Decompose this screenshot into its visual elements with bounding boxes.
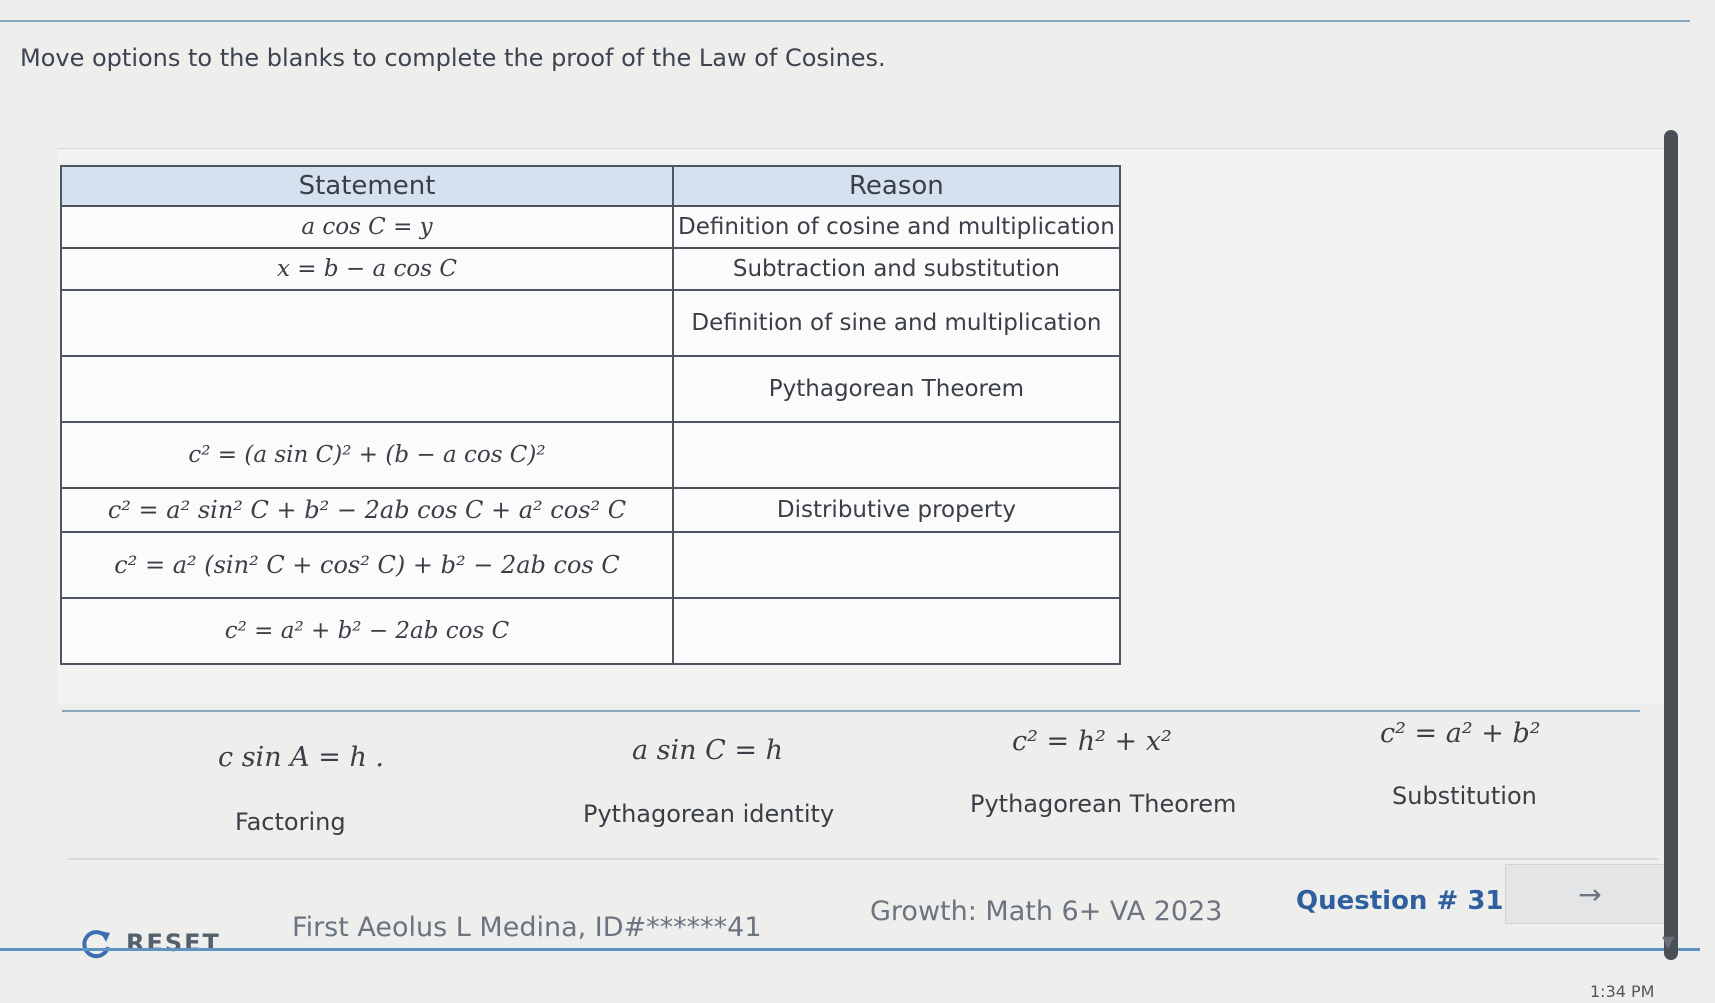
reason-blank[interactable] [673, 422, 1120, 488]
table-row [61, 532, 1120, 598]
course-name: Growth: Math 6+ VA 2023 [870, 896, 1223, 927]
option-c2-a2-b2[interactable]: c² = a² + b² [1380, 718, 1541, 749]
option-pythagorean-identity[interactable]: Pythagorean identity [583, 800, 835, 828]
reason-blank[interactable] [673, 532, 1120, 598]
option-factoring[interactable]: Factoring [235, 808, 346, 836]
arrow-right-icon: → [1578, 877, 1602, 911]
statement-cell: c² = a² (sin² C + cos² C) + b² − 2ab cos C [61, 532, 673, 598]
statement-header: Statement [61, 166, 673, 206]
table-row [61, 598, 1120, 664]
statement-blank[interactable] [61, 356, 673, 422]
option-c-sin-a[interactable]: c sin A = h . [218, 742, 385, 773]
scroll-down-icon[interactable]: ▼ [1662, 932, 1675, 951]
table-row [61, 206, 1120, 248]
next-button[interactable] [1505, 864, 1675, 924]
taskbar-clock: 1:34 PM [1590, 982, 1655, 1001]
reason-cell: Subtraction and substitution [673, 248, 1120, 290]
table-row [61, 290, 1120, 356]
option-substitution[interactable]: Substitution [1392, 782, 1537, 810]
footer-rule [0, 948, 1700, 951]
reason-cell: Pythagorean Theorem [673, 356, 1120, 422]
statement-cell: c² = a² sin² C + b² − 2ab cos C + a² cos² C [61, 488, 673, 532]
option-c2-h2-x2[interactable]: c² = h² + x² [1012, 726, 1172, 757]
options-divider [62, 710, 1640, 712]
table-header-row [61, 166, 1120, 206]
proof-table [60, 165, 1121, 665]
option-a-sin-c[interactable]: a sin C = h [632, 735, 783, 766]
statement-cell: x = b − a cos C [61, 248, 673, 290]
reason-cell: Distributive property [673, 488, 1120, 532]
option-pythagorean-theorem[interactable]: Pythagorean Theorem [970, 790, 1237, 818]
table-row [61, 422, 1120, 488]
statement-cell: c² = a² + b² − 2ab cos C [61, 598, 673, 664]
statement-blank[interactable] [61, 290, 673, 356]
reset-button[interactable] [78, 925, 221, 961]
instruction-text: Move options to the blanks to complete the proof of the Law of Cosines. [20, 44, 886, 72]
table-row [61, 248, 1120, 290]
refresh-icon [78, 925, 114, 961]
table-row [61, 356, 1120, 422]
table-row [61, 488, 1120, 532]
reason-cell: Definition of cosine and multiplication [673, 206, 1120, 248]
statement-cell: c² = (a sin C)² + (b − a cos C)² [61, 422, 673, 488]
scrollbar[interactable] [1664, 130, 1678, 960]
options-bottom-rule [68, 858, 1658, 860]
reason-header: Reason [673, 166, 1120, 206]
reason-blank[interactable] [673, 598, 1120, 664]
question-number: Question # 31 [1296, 886, 1504, 916]
reason-cell: Definition of sine and multiplication [673, 290, 1120, 356]
reset-label: RESET [126, 929, 221, 957]
top-rule [0, 20, 1690, 22]
statement-cell: a cos C = y [61, 206, 673, 248]
student-info: First Aeolus L Medina, ID#******41 [292, 912, 762, 943]
